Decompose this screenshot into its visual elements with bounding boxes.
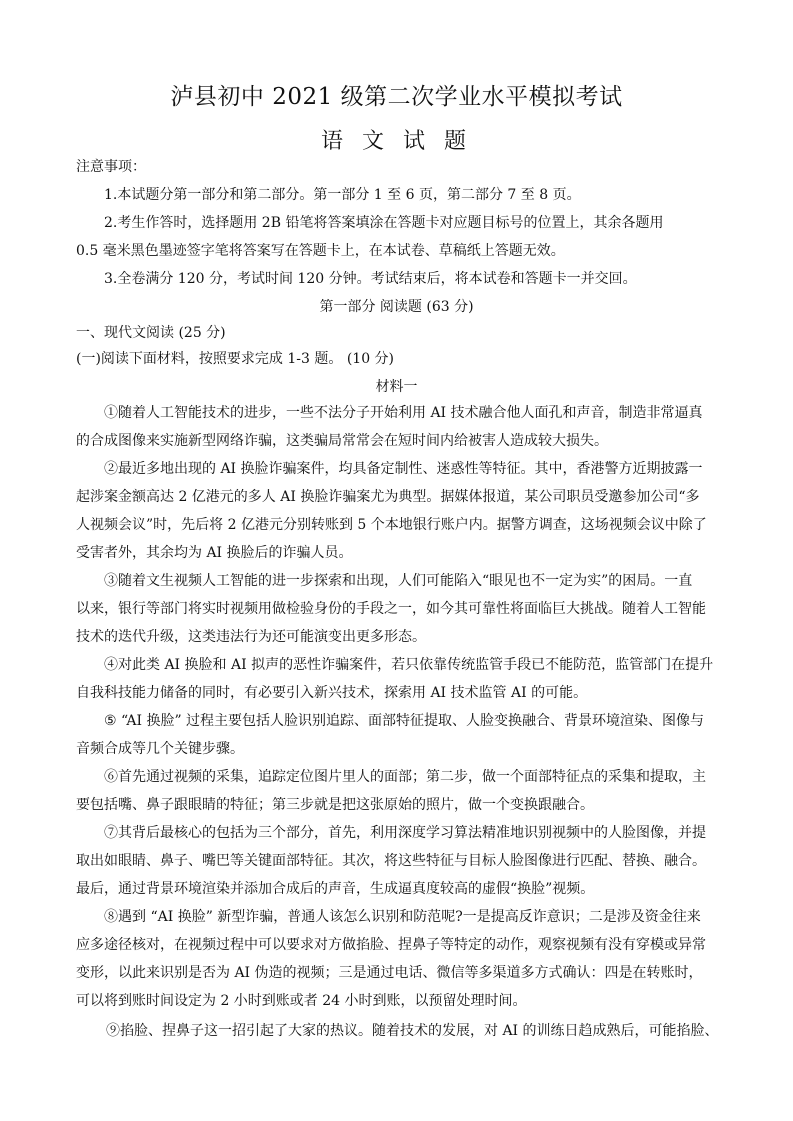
paragraph-line: ②最近多地出现的 AI 换脸诈骗案件，均具备定制性、迷惑性等特征。其中，香港警方近期披露一	[104, 461, 703, 477]
paragraph-line: 应多途径核对，在视频过程中可以要求对方做掐脸、捏鼻子等特定的动作，观察视频有没有穿模或异常	[76, 937, 706, 953]
section-heading: 一、现代文阅读 (25 分)	[76, 325, 226, 341]
paragraph-line: 要包括嘴、鼻子跟眼睛的特征；第三步就是把这张原始的照片，做一个变换跟融合。	[76, 797, 594, 813]
paragraph-line: 最后，通过背景环境渲染并添加合成后的声音，生成逼真度较高的虚假“换脸”视频。	[76, 881, 595, 897]
paragraph-line: 的合成图像来实施新型网络诈骗，这类骗局常常会在短时间内给被害人造成较大损失。	[76, 433, 608, 449]
paragraph-line: ⑤ “AI 换脸” 过程主要包括人脸识别追踪、面部特征提取、人脸变换融合、背景环境渲染、图像与	[104, 713, 705, 729]
paragraph-line: 音频合成等几个关键步骤。	[76, 741, 244, 757]
notice-heading: 注意事项：	[76, 159, 146, 175]
material-title: 材料一	[375, 379, 418, 395]
subsection-heading: (一)阅读下面材料，按照要求完成 1-3 题。 (10 分)	[76, 351, 395, 367]
paragraph-line: 受害者外，其余均为 AI 换脸后的诈骗人员。	[76, 545, 353, 561]
paragraph-line: 起涉案金额高达 2 亿港元的多人 AI 换脸诈骗案尤为典型。据媒体报道，某公司职员受邀参加公司“多	[76, 489, 700, 505]
paragraph-line: 自我科技能力储备的同时，有必要引入新兴技术，探索用 AI 技术监管 AI 的可能。	[76, 685, 588, 701]
paragraph-line: 可以将到账时间设定为 2 小时到账或者 24 小时到账，以预留处理时间。	[76, 993, 527, 1009]
paragraph-line: ③随着文生视频人工智能的进一步探索和出现，人们可能陷入“眼见也不一定为实”的困局。一直	[104, 573, 693, 589]
paragraph-line: ⑨掐脸、捏鼻子这一招引起了大家的热议。随着技术的发展，对 AI 的训练日趋成熟后，可能掐脸、	[106, 1023, 719, 1039]
paragraph-line: ⑥首先通过视频的采集，追踪定位图片里人的面部；第二步，做一个面部特征点的采集和提取，主	[104, 769, 706, 785]
notice-item-1: 1.本试题分第一部分和第二部分。第一部分 1 至 6 页，第二部分 7 至 8 页。	[104, 187, 581, 203]
notice-item-2-line-2: 0.5 毫米黑色墨迹签字笔将答案写在答题卡上，在本试卷、草稿纸上答题无效。	[76, 243, 565, 259]
paragraph-line: 人视频会议”时，先后将 2 亿港元分别转账到 5 个本地银行账户内。据警方调查，这场视频会议中除了	[76, 517, 707, 533]
notice-item-3: 3.全卷满分 120 分，考试时间 120 分钟。考试结束后，将本试卷和答题卡一并交回。	[104, 271, 637, 287]
paragraph-line: ④对此类 AI 换脸和 AI 拟声的恶性诈骗案件，若只依靠传统监管手段已不能防范，监管部门在提升	[104, 657, 714, 673]
part-heading: 第一部分 阅读题 (63 分)	[319, 299, 474, 315]
paragraph-line: 取出如眼睛、鼻子、嘴巴等关键面部特征。其次，将这些特征与目标人脸图像进行匹配、替换、融合。	[76, 853, 706, 869]
exam-subtitle: 语 文 试 题	[321, 129, 472, 154]
paragraph-line: ①随着人工智能技术的进步，一些不法分子开始利用 AI 技术融合他人面孔和声音，制造非常逼真	[104, 405, 703, 421]
notice-item-2-line-1: 2.考生作答时，选择题用 2B 铅笔将答案填涂在答题卡对应题目标号的位置上，其余各题用	[104, 215, 664, 231]
paragraph-line: ⑦其背后最核心的包括为三个部分，首先，利用深度学习算法精准地识别视频中的人脸图像，并提	[104, 825, 706, 841]
paragraph-line: 变形，以此来识别是否为 AI 伪造的视频；三是通过电话、微信等多渠道多方式确认：四是在转账时，	[76, 965, 703, 981]
paragraph-line: 以来，银行等部门将实时视频用做检验身份的手段之一，如今其可靠性将面临巨大挑战。随着人工智能	[76, 601, 706, 617]
paragraph-line: 技术的迭代升级，这类违法行为还可能演变出更多形态。	[76, 629, 426, 645]
paragraph-line: ⑧遇到 “AI 换脸” 新型诈骗，普通人该怎么识别和防范呢?一是提高反诈意识；二是涉及资金往来	[104, 909, 701, 925]
exam-title: 泸县初中 2021 级第二次学业水平模拟考试	[170, 84, 623, 110]
